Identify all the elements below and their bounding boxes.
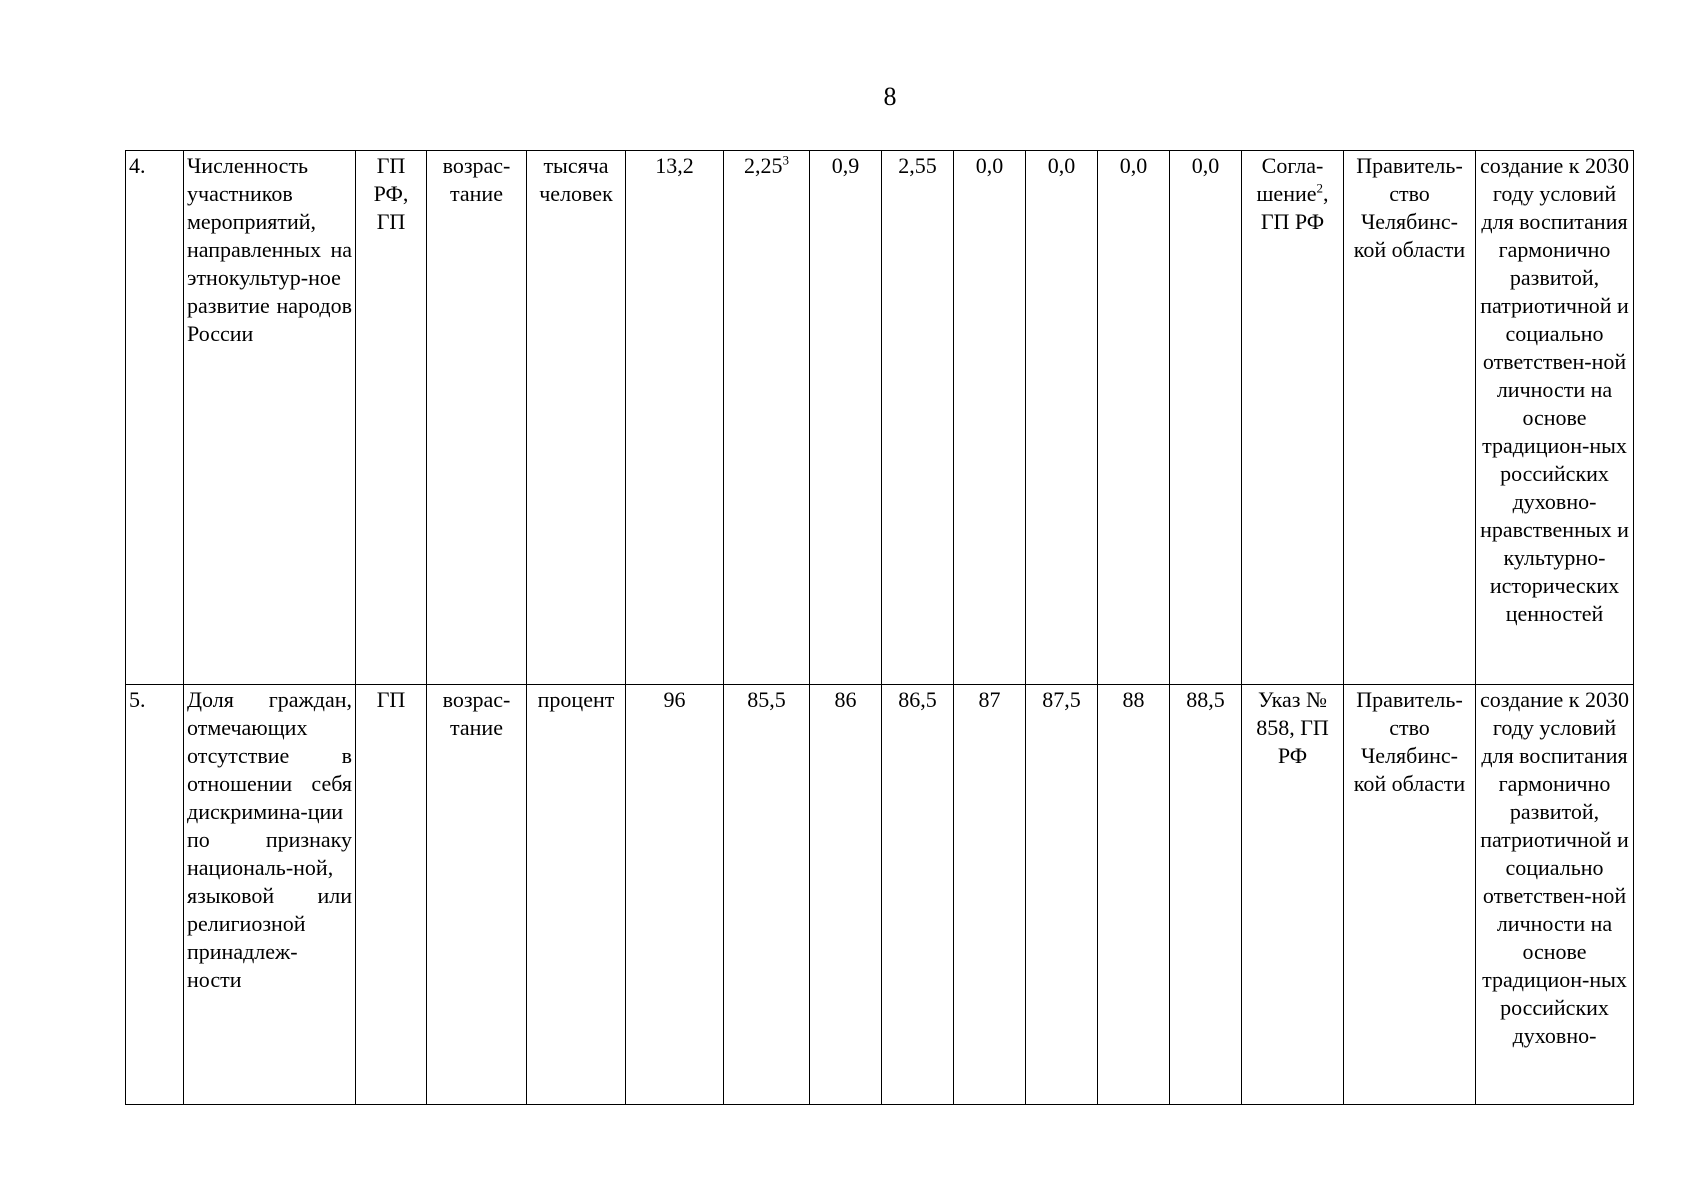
value-2025: 86	[810, 685, 882, 1105]
value-2024: 85,5	[724, 685, 810, 1105]
responsible-body: Правитель-ство Челябинс-кой области	[1344, 685, 1476, 1105]
value-2030: 0,0	[1170, 151, 1242, 685]
value-2029: 88	[1098, 685, 1170, 1105]
value-base: 13,2	[626, 151, 724, 685]
row-number: 5.	[126, 685, 184, 1105]
table-row	[126, 685, 1634, 1105]
indicator-level: ГП РФ, ГП	[356, 151, 427, 685]
table-row	[126, 151, 1634, 685]
value-2027: 87	[954, 685, 1026, 1105]
indicator-direction: возрас-тание	[427, 685, 527, 1105]
responsible-body: Правитель-ство Челябинс-кой области	[1344, 151, 1476, 685]
value-base: 96	[626, 685, 724, 1105]
row-number: 4.	[126, 151, 184, 685]
value-2026: 2,55	[882, 151, 954, 685]
source-document: Указ № 858, ГП РФ	[1242, 685, 1344, 1105]
national-goal: создание к 2030 году условий для воспитания гармонично развитой, патриотичной и социально ответствен-ной личности на основе традицион-ных российских духовно-	[1476, 685, 1634, 1105]
indicator-unit: тысяча человек	[527, 151, 626, 685]
national-goal: создание к 2030 году условий для воспитания гармонично развитой, патриотичной и социально ответствен-ной личности на основе традицион-ных российских духовно-нравственных и культурно-исторических ценностей	[1476, 151, 1634, 685]
value-2027: 0,0	[954, 151, 1026, 685]
value-2025: 0,9	[810, 151, 882, 685]
value-2028: 0,0	[1026, 151, 1098, 685]
value-2026: 86,5	[882, 685, 954, 1105]
indicator-name: Доля граждан, отмечающих отсутствие в отношении себя дискримина-ции по признаку националь-ной, языковой или религиозной принадлеж-ности	[184, 685, 356, 1105]
source-document: Согла-шение$^2$, ГП РФ	[1242, 151, 1344, 685]
value-2028: 87,5	[1026, 685, 1098, 1105]
value-2024: 2,25$^3$	[724, 151, 810, 685]
indicator-level: ГП	[356, 685, 427, 1105]
indicator-name: Численность участников мероприятий, направленных на этнокультур-ное развитие народов России	[184, 151, 356, 685]
indicators-table	[125, 150, 1634, 1105]
indicator-unit: процент	[527, 685, 626, 1105]
value-2030: 88,5	[1170, 685, 1242, 1105]
indicator-direction: возрас-тание	[427, 151, 527, 685]
value-2029: 0,0	[1098, 151, 1170, 685]
page-number: 8	[883, 82, 897, 111]
